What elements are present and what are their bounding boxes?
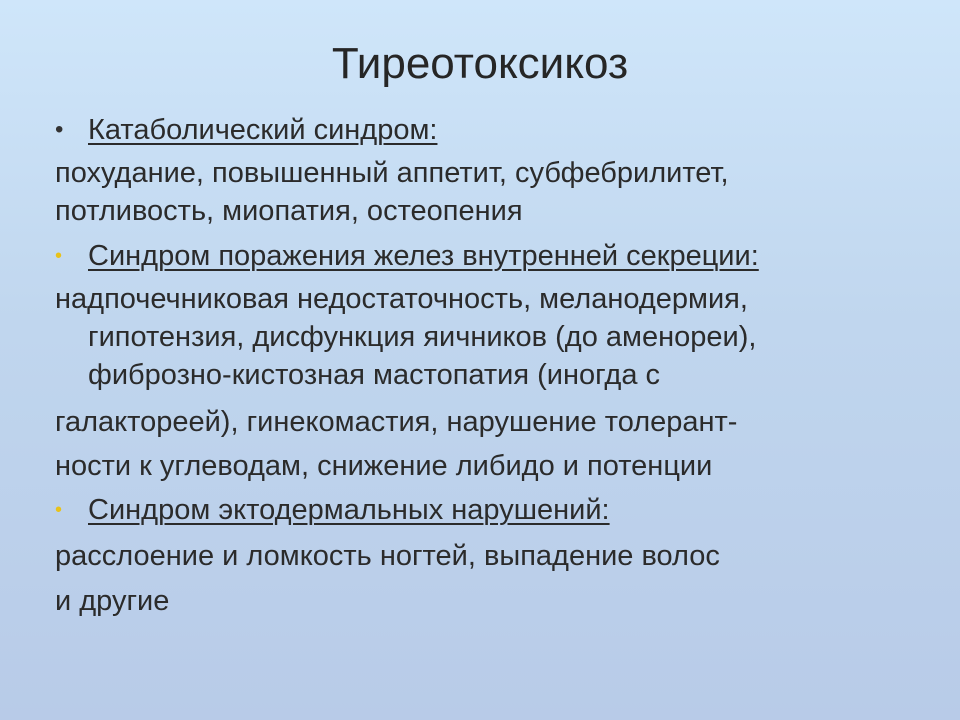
section-text-line: и другие bbox=[55, 585, 170, 617]
section-heading-endocrine: Синдром поражения желез внутренней секреции: bbox=[88, 240, 759, 272]
slide-title: Тиреотоксикоз bbox=[331, 39, 629, 88]
bullet-icon: • bbox=[55, 499, 63, 521]
bullet-icon: • bbox=[55, 116, 64, 143]
section-text-line: гипотензия, дисфункция яичников (до аменореи), bbox=[88, 321, 757, 353]
section-heading-ectodermal: Синдром эктодермальных нарушений: bbox=[88, 494, 610, 526]
section-text-line: расслоение и ломкость ногтей, выпадение волос bbox=[55, 540, 720, 572]
section-text-line: ности к углеводам, снижение либидо и потенции bbox=[55, 450, 713, 482]
section-text-line: фиброзно-кистозная мастопатия (иногда с bbox=[88, 359, 661, 391]
section-text-line: похудание, повышенный аппетит, субфебрилитет, bbox=[55, 157, 729, 189]
section-text-line: надпочечниковая недостаточность, меланодермия, bbox=[55, 283, 748, 315]
bullet-icon: • bbox=[55, 245, 63, 267]
section-heading-catabolic: Катаболический синдром: bbox=[88, 114, 438, 146]
section-text-line: галактореей), гинекомастия, нарушение толерант- bbox=[55, 406, 738, 438]
section-text-line: потливость, миопатия, остеопения bbox=[55, 195, 523, 227]
